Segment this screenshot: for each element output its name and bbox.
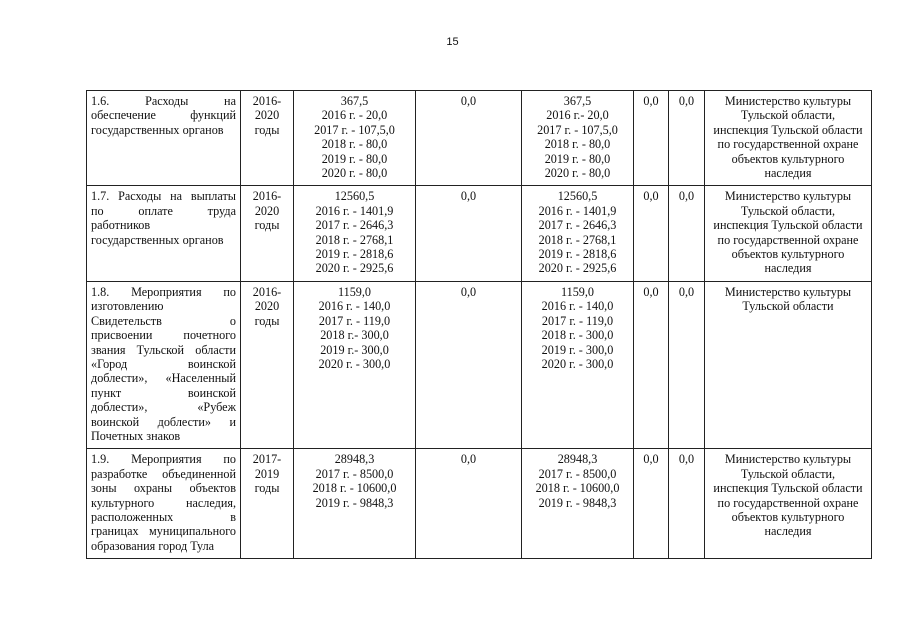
local-budget-cell [634, 186, 669, 281]
federal-budget-cell [416, 281, 522, 448]
responsible-executor-line: объектов культурного [731, 247, 845, 262]
period-line: годы [254, 313, 280, 328]
total-funding-line: 2020 г. - 80,0 [321, 166, 388, 181]
activity-description-line: по оплате труда [91, 203, 236, 218]
responsible-executor-line: Тульской области [742, 299, 834, 314]
responsible-executor-line: наследия [764, 524, 812, 539]
responsible-executor-line: инспекция Тульской области [713, 218, 863, 233]
total-funding-line: 2019 г. - 80,0 [321, 151, 388, 166]
regional-budget-line: 2017 г. - 2646,3 [538, 218, 617, 233]
total-funding-cell [294, 281, 416, 448]
local-budget-value: 0,0 [643, 189, 659, 204]
responsible-executor-line: наследия [764, 261, 812, 276]
local-budget-value: 0,0 [643, 452, 659, 467]
activity-description-line: культурного наследия, [91, 495, 236, 510]
period-line: 2016- [252, 284, 282, 299]
federal-budget-cell [416, 91, 522, 186]
regional-budget-line: 2017 г. - 8500,0 [538, 466, 617, 481]
federal-budget-value: 0,0 [460, 284, 477, 299]
period-line: 2016- [252, 189, 282, 204]
activity-description-line: доблести», «Рубеж [91, 400, 236, 415]
activity-description-line: 1.7. Расходы на выплаты [91, 189, 236, 204]
activity-description-line: воинской доблести» и [91, 414, 236, 429]
responsible-executor-line: объектов культурного [731, 151, 845, 166]
responsible-executor-line: наследия [764, 166, 812, 181]
total-funding-line: 2020 г. - 300,0 [318, 356, 391, 371]
responsible-executor-line: инспекция Тульской области [713, 481, 863, 496]
period-line: годы [254, 218, 280, 233]
activity-description-line: государственных органов [91, 232, 224, 247]
regional-budget-line: 28948,3 [557, 452, 598, 467]
regional-budget-line: 2020 г. - 80,0 [544, 166, 611, 181]
responsible-executor-line: Министерство культуры [724, 452, 852, 467]
regional-budget-line: 2016 г. - 140,0 [541, 299, 614, 314]
regional-budget-cell [522, 281, 634, 448]
local-budget-cell [634, 91, 669, 186]
activity-description-line: пункт воинской [91, 385, 236, 400]
period-line: 2017- [252, 452, 282, 467]
regional-budget-line: 2016 г. - 1401,9 [538, 203, 617, 218]
total-funding-line: 2018 г. - 10600,0 [312, 481, 397, 496]
period-line: 2020 [254, 203, 280, 218]
total-funding-line: 2019 г. - 9848,3 [315, 495, 394, 510]
activity-description-cell [87, 91, 241, 186]
total-funding-line: 2017 г. - 2646,3 [315, 218, 394, 233]
period-cell [241, 186, 294, 281]
federal-budget-value: 0,0 [460, 189, 477, 204]
federal-budget-cell [416, 449, 522, 559]
period-cell [241, 91, 294, 186]
other-sources-value: 0,0 [678, 94, 695, 108]
regional-budget-line: 367,5 [563, 94, 592, 108]
responsible-executor-line: по государственной охране [717, 137, 859, 152]
total-funding-cell [294, 186, 416, 281]
responsible-executor-line: Министерство культуры [724, 94, 852, 108]
responsible-executor-line: по государственной охране [717, 495, 859, 510]
other-sources-value: 0,0 [678, 284, 695, 299]
regional-budget-line: 2016 г.- 20,0 [546, 108, 609, 123]
total-funding-line: 2018 г. - 80,0 [321, 137, 388, 152]
activity-description-line: государственных органов [91, 122, 224, 137]
total-funding-line: 2016 г. - 1401,9 [315, 203, 394, 218]
federal-budget-cell [416, 186, 522, 281]
other-sources-cell [669, 186, 705, 281]
responsible-executor-line: Тульской области, [740, 466, 836, 481]
activity-description-line: обеспечение функций [91, 108, 236, 123]
activity-description-cell [87, 186, 241, 281]
responsible-executor-line: по государственной охране [717, 232, 859, 247]
regional-budget-line: 2020 г. - 300,0 [541, 356, 614, 371]
total-funding-line: 2019 г. - 2818,6 [315, 247, 394, 262]
total-funding-line: 12560,5 [334, 189, 375, 204]
table-row [87, 449, 872, 559]
program-activities-table [86, 90, 872, 559]
local-budget-cell [634, 281, 669, 448]
responsible-executor-line: объектов культурного [731, 509, 845, 524]
responsible-executor-line: Министерство культуры [724, 189, 852, 204]
regional-budget-line: 2018 г. - 10600,0 [535, 481, 620, 496]
responsible-executor-line: Министерство культуры [724, 284, 852, 299]
regional-budget-line: 2017 г. - 107,5,0 [537, 122, 618, 137]
local-budget-cell [634, 449, 669, 559]
responsible-executor-line: инспекция Тульской области [713, 122, 863, 137]
regional-budget-line: 12560,5 [557, 189, 598, 204]
activity-description-line: разработке объединенной [91, 466, 236, 481]
total-funding-line: 2017 г. - 119,0 [318, 313, 391, 328]
responsible-executor-cell [705, 449, 872, 559]
regional-budget-line: 2020 г. - 2925,6 [538, 261, 617, 276]
activity-description-line: образования город Тула [91, 538, 215, 553]
table-row [87, 281, 872, 448]
total-funding-cell [294, 449, 416, 559]
activity-description-line: расположенных в [91, 509, 236, 524]
regional-budget-line: 2019 г. - 300,0 [541, 342, 614, 357]
activity-description-line: «Город воинской [91, 356, 236, 371]
period-line: 2019 [254, 466, 280, 481]
period-line: 2020 [254, 299, 280, 314]
activity-description-line: 1.9. Мероприятия по [91, 452, 236, 467]
regional-budget-line: 2017 г. - 119,0 [541, 313, 614, 328]
period-line: 2016- [252, 94, 282, 108]
regional-budget-line: 2018 г. - 80,0 [544, 137, 611, 152]
activity-description-line: работников [91, 218, 151, 233]
regional-budget-cell [522, 449, 634, 559]
activity-description-line: 1.8. Мероприятия по [91, 284, 236, 299]
local-budget-value: 0,0 [643, 94, 659, 108]
other-sources-value: 0,0 [678, 452, 695, 467]
federal-budget-value: 0,0 [460, 452, 477, 467]
responsible-executor-cell [705, 91, 872, 186]
activity-description-line: доблести», «Населенный [91, 371, 236, 386]
total-funding-line: 2017 г. - 107,5,0 [314, 122, 395, 137]
total-funding-line: 367,5 [340, 94, 369, 108]
total-funding-line: 2016 г. - 140,0 [318, 299, 391, 314]
regional-budget-cell [522, 186, 634, 281]
other-sources-cell [669, 449, 705, 559]
activity-description-line: изготовлению [91, 299, 164, 314]
responsible-executor-line: Тульской области, [740, 108, 836, 123]
activity-description-line: присвоении почетного [91, 328, 236, 343]
page-number: 15 [446, 36, 459, 48]
regional-budget-line: 2018 г. - 2768,1 [538, 232, 617, 247]
federal-budget-value: 0,0 [460, 94, 477, 108]
activity-description-line: Свидетельств о [91, 313, 236, 328]
total-funding-line: 2018 г.- 300,0 [320, 328, 389, 343]
activity-description-line: звания Тульской области [91, 342, 236, 357]
regional-budget-line: 2019 г. - 2818,6 [538, 247, 617, 262]
total-funding-line: 1159,0 [337, 284, 372, 299]
table-body [87, 91, 872, 559]
regional-budget-line: 2019 г. - 80,0 [544, 151, 611, 166]
responsible-executor-cell [705, 281, 872, 448]
period-cell [241, 449, 294, 559]
activity-description-cell [87, 449, 241, 559]
responsible-executor-cell [705, 186, 872, 281]
regional-budget-cell [522, 91, 634, 186]
activity-description-line: 1.6. Расходы на [91, 94, 236, 108]
responsible-executor-line: Тульской области, [740, 203, 836, 218]
total-funding-line: 2020 г. - 2925,6 [315, 261, 394, 276]
total-funding-cell [294, 91, 416, 186]
activity-description-line: Почетных знаков [91, 428, 181, 443]
total-funding-line: 28948,3 [334, 452, 375, 467]
other-sources-value: 0,0 [678, 189, 695, 204]
activity-description-line: зоны охраны объектов [91, 481, 236, 496]
table-row [87, 91, 872, 186]
regional-budget-line: 1159,0 [560, 284, 595, 299]
activity-description-cell [87, 281, 241, 448]
period-line: 2020 [254, 108, 280, 123]
other-sources-cell [669, 281, 705, 448]
period-line: годы [254, 122, 280, 137]
total-funding-line: 2016 г. - 20,0 [321, 108, 388, 123]
activity-description-line: границах муниципального [91, 524, 236, 539]
regional-budget-line: 2018 г. - 300,0 [541, 328, 614, 343]
total-funding-line: 2018 г. - 2768,1 [315, 232, 394, 247]
table-row [87, 186, 872, 281]
other-sources-cell [669, 91, 705, 186]
total-funding-line: 2017 г. - 8500,0 [315, 466, 394, 481]
period-line: годы [254, 481, 280, 496]
total-funding-line: 2019 г.- 300,0 [320, 342, 389, 357]
local-budget-value: 0,0 [643, 284, 659, 299]
regional-budget-line: 2019 г. - 9848,3 [538, 495, 617, 510]
period-cell [241, 281, 294, 448]
